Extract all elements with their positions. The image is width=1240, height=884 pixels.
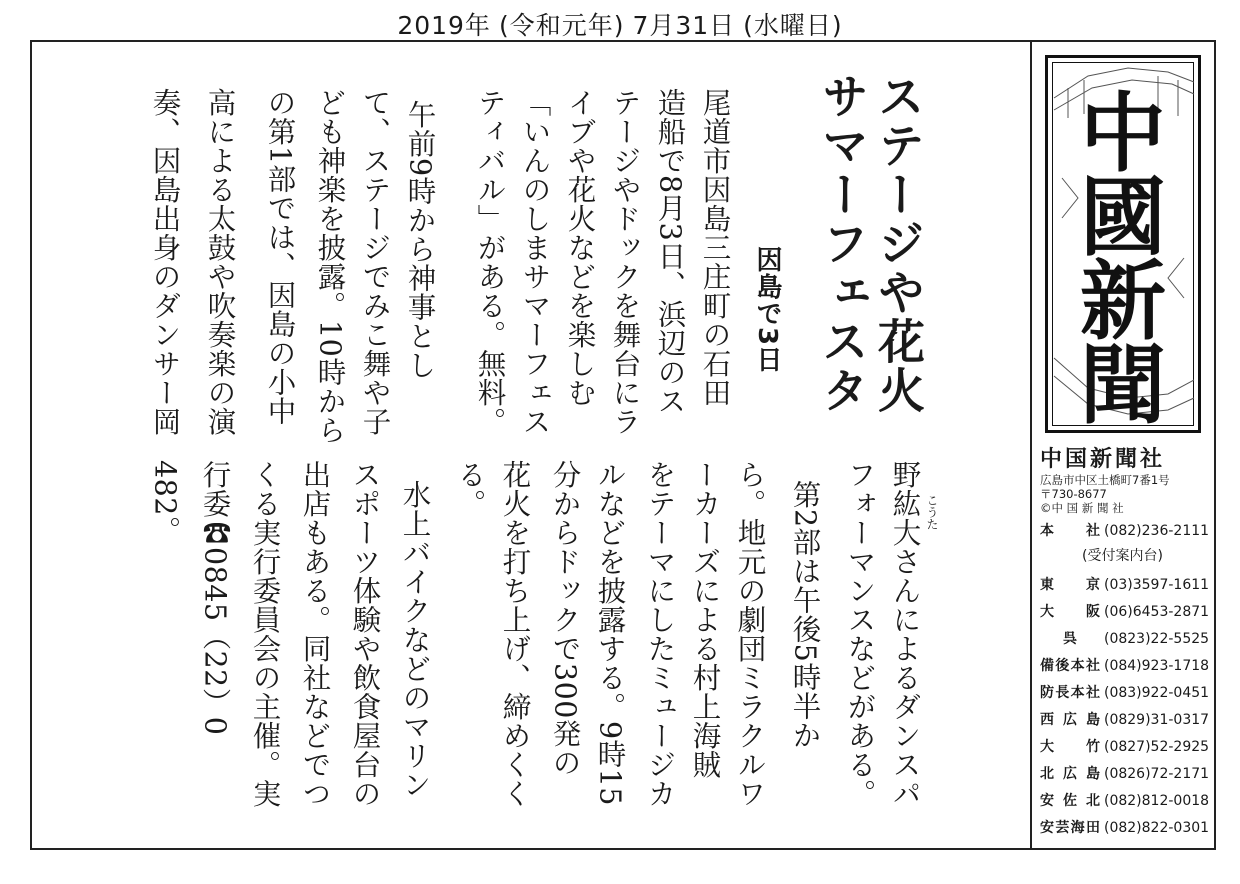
body-column: 分からドックで300発の xyxy=(548,460,582,777)
body-column: ども神楽を披露。10時から xyxy=(313,88,347,445)
body-column: 奏、因島出身のダンサー岡 xyxy=(148,88,182,436)
body-column: 行委☎0845（22）0 xyxy=(198,460,232,736)
body-column: の第1部では、因島の小中 xyxy=(263,88,297,426)
office-phone: (082)822-0301 xyxy=(1104,820,1210,836)
issue-date xyxy=(0,6,1240,42)
body-column: る。 xyxy=(453,460,487,518)
office-line xyxy=(1040,574,1209,594)
date-era: (令和元年) xyxy=(498,11,625,40)
body-column: 第2部は午後5時半か xyxy=(788,480,822,750)
body-column: ーカーズによる村上海賊 xyxy=(688,460,722,779)
office-phone: (0829)31-0317 xyxy=(1104,712,1210,728)
body-column: ら。地元の劇団ミラクルワ xyxy=(733,460,767,808)
office-line xyxy=(1040,520,1209,540)
body-column: 午前9時から神事とし xyxy=(403,100,437,380)
office-phone: (082)812-0018 xyxy=(1104,793,1210,809)
headline-line2: サマーフェスタ xyxy=(814,72,869,415)
office-line xyxy=(1040,709,1209,729)
office-phone: (082)236-2111 xyxy=(1104,523,1210,539)
office-name: 本社 xyxy=(1040,523,1100,539)
body-column: をテーマにしたミュージカ xyxy=(643,460,677,808)
masthead-char: 聞 xyxy=(1080,336,1166,433)
body-column: テージやドックを舞台にラ xyxy=(608,88,642,436)
office-line xyxy=(1040,628,1209,648)
office-name: 備後本社 xyxy=(1040,658,1100,674)
publisher-postal: 〒730-8677 xyxy=(1040,487,1107,501)
body-column: ルなどを披露する。9時15 xyxy=(593,460,627,806)
headline-line1: ステージや花火 xyxy=(870,72,925,415)
body-column: て、ステージでみこ舞や子 xyxy=(358,88,392,436)
body-column: イブや花火などを楽しむ xyxy=(563,88,597,407)
office-line xyxy=(1040,817,1209,837)
date-year: 2019年 xyxy=(397,11,491,40)
office-name: 東京 xyxy=(1040,577,1100,593)
body-column: 高による太鼓や吹奏楽の演 xyxy=(203,88,237,436)
office-name: 防長本社 xyxy=(1040,685,1100,701)
office-phone: (084)923-1718 xyxy=(1104,658,1210,674)
ruby-reading: こうた xyxy=(925,494,939,530)
body-column: 「いんのしまサマーフェス xyxy=(518,88,552,436)
publisher-copyright: ©中 国 新 聞 社 xyxy=(1040,501,1124,515)
office-name: 呉 xyxy=(1063,631,1077,647)
office-line xyxy=(1040,655,1209,675)
masthead-char: 國 xyxy=(1080,168,1166,268)
office-name: 安佐北 xyxy=(1040,793,1100,809)
body-column: スポーツ体験や飲食屋台の xyxy=(348,460,382,808)
body-column: 出店もある。同社などでつ xyxy=(298,460,332,808)
body-column: 尾道市因島三庄町の石田 xyxy=(698,88,732,407)
office-phone: (03)3597-1611 xyxy=(1104,577,1210,593)
body-column: くる実行委員会の主催。実 xyxy=(248,460,282,808)
office-name: 西広島 xyxy=(1040,712,1100,728)
column-divider xyxy=(1030,40,1032,850)
reception-note: (受付案内台) xyxy=(1082,548,1163,564)
masthead-char: 中 xyxy=(1080,84,1166,184)
subheadline: 因島で3日 xyxy=(752,246,782,374)
publisher-name: 中国新聞社 xyxy=(1040,447,1166,472)
body-column: ティバル」がある。無料。 xyxy=(473,88,507,436)
office-line xyxy=(1040,682,1209,702)
date-day: 7月31日 xyxy=(632,11,736,40)
body-column: フォーマンスなどがある。 xyxy=(843,460,877,808)
body-column: 482。 xyxy=(148,460,182,545)
office-line xyxy=(1040,763,1209,783)
office-name: 大阪 xyxy=(1040,604,1100,620)
body-column: 花火を打ち上げ、締めくく xyxy=(498,460,532,808)
date-weekday: (水曜日) xyxy=(743,11,843,40)
body-column: 水上バイクなどのマリン xyxy=(398,480,432,799)
masthead-char: 新 xyxy=(1080,252,1166,352)
office-name: 安芸海田 xyxy=(1040,820,1100,836)
office-name: 大竹 xyxy=(1040,739,1100,755)
office-name: 北広島 xyxy=(1040,766,1100,782)
office-line xyxy=(1040,790,1209,810)
body-column: 野紘大さんによるダンスパ xyxy=(888,460,922,808)
office-line xyxy=(1040,601,1209,621)
body-column: 造船で8月3日、浜辺のス xyxy=(653,88,687,416)
newspaper-masthead-logo xyxy=(1045,55,1201,433)
office-phone: (06)6453-2871 xyxy=(1104,604,1210,620)
office-phone: (083)922-0451 xyxy=(1104,685,1210,701)
office-phone: (0823)22-5525 xyxy=(1104,631,1210,647)
publisher-address: 広島市中区土橋町7番1号 xyxy=(1040,473,1170,487)
office-line xyxy=(1040,736,1209,756)
office-phone: (0827)52-2925 xyxy=(1104,739,1210,755)
office-phone: (0826)72-2171 xyxy=(1104,766,1210,782)
